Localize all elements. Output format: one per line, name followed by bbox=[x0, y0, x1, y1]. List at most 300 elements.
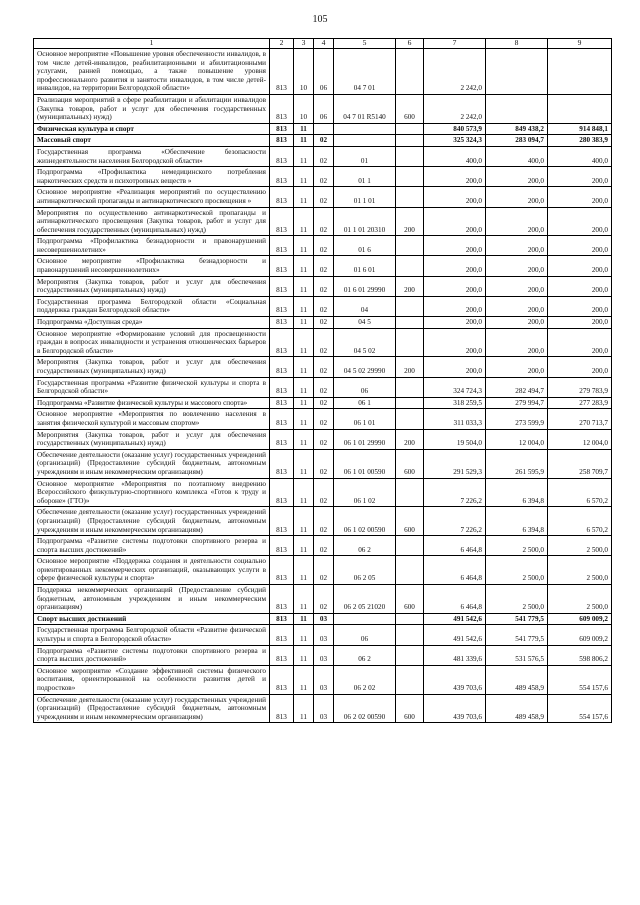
admin-code-cell: 813 bbox=[270, 296, 294, 316]
amount-2021-cell: 2 242,0 bbox=[424, 49, 486, 95]
section-cell: 11 bbox=[294, 296, 314, 316]
row-name-cell: Подпрограмма «Профилактика безнадзорности и правонарушений несовершеннолетних» bbox=[34, 236, 270, 256]
subsection-cell: 02 bbox=[314, 429, 334, 449]
amount-2021-cell: 2 242,0 bbox=[424, 94, 486, 123]
expense-type-cell bbox=[396, 556, 424, 585]
expense-type-cell bbox=[396, 645, 424, 665]
admin-code-cell: 813 bbox=[270, 397, 294, 409]
section-cell: 11 bbox=[294, 123, 314, 135]
admin-code-cell: 813 bbox=[270, 556, 294, 585]
col-header: 1 bbox=[34, 39, 270, 49]
target-article-cell: 04 5 bbox=[334, 317, 396, 329]
col-header: 2 bbox=[270, 39, 294, 49]
amount-2022-cell: 489 458,9 bbox=[486, 694, 548, 723]
amount-2022-cell: 2 500,0 bbox=[486, 536, 548, 556]
table-row bbox=[34, 536, 612, 556]
amount-2022-cell: 282 494,7 bbox=[486, 377, 548, 397]
section-cell: 11 bbox=[294, 429, 314, 449]
admin-code-cell: 813 bbox=[270, 449, 294, 478]
row-name-cell: Основное мероприятие «Повышение уровня обеспеченности инвалидов, в том числе детей-инвалидов, реабилитационными и абилитационными услугами, ранней помощью, а также повышение уровня профессионального развития и занятости инвалидов, в том числе детей-инвалидов, на территории Белгородской области» bbox=[34, 49, 270, 95]
amount-2021-cell: 400,0 bbox=[424, 146, 486, 166]
amount-2023-cell: 200,0 bbox=[548, 167, 612, 187]
target-article-cell: 06 1 bbox=[334, 397, 396, 409]
subsection-cell: 02 bbox=[314, 397, 334, 409]
amount-2022-cell: 200,0 bbox=[486, 167, 548, 187]
section-cell: 10 bbox=[294, 94, 314, 123]
subsection-cell: 02 bbox=[314, 449, 334, 478]
amount-2023-cell: 200,0 bbox=[548, 357, 612, 377]
amount-2022-cell: 279 994,7 bbox=[486, 397, 548, 409]
row-name-cell: Основное мероприятие «Поддержка создания и деятельности социально ориентированных некоммерческих организаций, оказывающих услуги в сфере физической культуры и спорта» bbox=[34, 556, 270, 585]
target-article-cell: 06 bbox=[334, 377, 396, 397]
row-name-cell: Мероприятия (Закупка товаров, работ и услуг для обеспечения государственных (муниципальных) нужд) bbox=[34, 276, 270, 296]
admin-code-cell: 813 bbox=[270, 167, 294, 187]
section-cell: 10 bbox=[294, 49, 314, 95]
subsection-cell: 03 bbox=[314, 694, 334, 723]
amount-2022-cell: 200,0 bbox=[486, 296, 548, 316]
section-cell: 11 bbox=[294, 207, 314, 236]
subsection-cell: 03 bbox=[314, 665, 334, 694]
amount-2022-cell: 283 094,7 bbox=[486, 135, 548, 147]
expense-type-cell: 600 bbox=[396, 585, 424, 614]
amount-2023-cell: 277 283,9 bbox=[548, 397, 612, 409]
admin-code-cell: 813 bbox=[270, 665, 294, 694]
row-name-cell: Мероприятия (Закупка товаров, работ и услуг для обеспечения государственных (муниципальных) нужд) bbox=[34, 429, 270, 449]
table-row bbox=[34, 507, 612, 536]
section-cell: 11 bbox=[294, 377, 314, 397]
row-name-cell: Реализация мероприятий в сфере реабилитации и абилитации инвалидов (Закупка товаров, работ и услуг для обеспечения государственных (муниципальных) нужд) bbox=[34, 94, 270, 123]
target-article-cell: 04 7 01 bbox=[334, 49, 396, 95]
table-row bbox=[34, 449, 612, 478]
amount-2022-cell bbox=[486, 49, 548, 95]
admin-code-cell: 813 bbox=[270, 478, 294, 507]
expense-type-cell: 600 bbox=[396, 507, 424, 536]
amount-2022-cell: 200,0 bbox=[486, 317, 548, 329]
subsection-cell: 02 bbox=[314, 377, 334, 397]
row-name-cell: Государственная программа «Обеспечение безопасности жизнедеятельности населения Белгородской области» bbox=[34, 146, 270, 166]
amount-2022-cell: 2 500,0 bbox=[486, 585, 548, 614]
amount-2023-cell: 200,0 bbox=[548, 187, 612, 207]
col-header: 3 bbox=[294, 39, 314, 49]
subsection-cell: 02 bbox=[314, 507, 334, 536]
admin-code-cell: 813 bbox=[270, 328, 294, 357]
col-header: 6 bbox=[396, 39, 424, 49]
subsection-cell: 02 bbox=[314, 585, 334, 614]
subsection-cell: 03 bbox=[314, 613, 334, 625]
row-name-cell: Обеспечение деятельности (оказание услуг) государственных учреждений (организаций) (Предоставление субсидий бюджетным, автономным учреждениям и иным некоммерческим организациям) bbox=[34, 507, 270, 536]
row-name-cell: Основное мероприятие «Профилактика безнадзорности и правонарушений несовершеннолетних» bbox=[34, 256, 270, 276]
table-row bbox=[34, 357, 612, 377]
amount-2022-cell: 541 779,5 bbox=[486, 625, 548, 645]
target-article-cell: 06 2 bbox=[334, 536, 396, 556]
amount-2021-cell: 200,0 bbox=[424, 187, 486, 207]
table-row bbox=[34, 187, 612, 207]
row-name-cell: Мероприятия по осуществлению антинаркотической пропаганды и антинаркотического просвещения (Закупка товаров, работ и услуг для обеспечения государственных (муниципальных) нужд) bbox=[34, 207, 270, 236]
expense-type-cell bbox=[396, 613, 424, 625]
expense-type-cell bbox=[396, 123, 424, 135]
row-name-cell: Государственная программа «Развитие физической культуры и спорта в Белгородской области» bbox=[34, 377, 270, 397]
col-header: 4 bbox=[314, 39, 334, 49]
subsection-cell: 02 bbox=[314, 276, 334, 296]
amount-2021-cell: 200,0 bbox=[424, 357, 486, 377]
section-cell: 11 bbox=[294, 146, 314, 166]
target-article-cell: 06 bbox=[334, 625, 396, 645]
target-article-cell: 01 6 01 29990 bbox=[334, 276, 396, 296]
subsection-cell: 02 bbox=[314, 207, 334, 236]
amount-2023-cell: 200,0 bbox=[548, 207, 612, 236]
table-row bbox=[34, 429, 612, 449]
col-header: 9 bbox=[548, 39, 612, 49]
section-cell: 11 bbox=[294, 694, 314, 723]
row-name-cell: Обеспечение деятельности (оказание услуг) государственных учреждений (организаций) (Предоставление субсидий бюджетным, автономным учреждениям и иным некоммерческим организациям) bbox=[34, 449, 270, 478]
row-name-cell: Подпрограмма «Профилактика немедицинского потребления наркотических средств и психотропных веществ » bbox=[34, 167, 270, 187]
amount-2023-cell: 914 848,1 bbox=[548, 123, 612, 135]
amount-2021-cell: 200,0 bbox=[424, 207, 486, 236]
admin-code-cell: 813 bbox=[270, 187, 294, 207]
amount-2021-cell: 6 464,8 bbox=[424, 536, 486, 556]
section-cell: 11 bbox=[294, 613, 314, 625]
section-cell: 11 bbox=[294, 187, 314, 207]
amount-2023-cell: 6 570,2 bbox=[548, 478, 612, 507]
row-name-cell: Физическая культура и спорт bbox=[34, 123, 270, 135]
amount-2021-cell: 200,0 bbox=[424, 236, 486, 256]
amount-2021-cell: 481 339,6 bbox=[424, 645, 486, 665]
amount-2023-cell: 270 713,7 bbox=[548, 409, 612, 429]
expense-type-cell bbox=[396, 187, 424, 207]
table-row bbox=[34, 317, 612, 329]
expense-type-cell: 200 bbox=[396, 357, 424, 377]
amount-2021-cell: 6 464,8 bbox=[424, 556, 486, 585]
expense-type-cell bbox=[396, 146, 424, 166]
expense-type-cell bbox=[396, 328, 424, 357]
col-header: 8 bbox=[486, 39, 548, 49]
amount-2022-cell: 200,0 bbox=[486, 236, 548, 256]
expense-type-cell bbox=[396, 317, 424, 329]
amount-2022-cell: 489 458,9 bbox=[486, 665, 548, 694]
admin-code-cell: 813 bbox=[270, 585, 294, 614]
expense-type-cell: 600 bbox=[396, 449, 424, 478]
amount-2021-cell: 311 033,3 bbox=[424, 409, 486, 429]
subsection-cell bbox=[314, 123, 334, 135]
subsection-cell: 02 bbox=[314, 328, 334, 357]
table-row bbox=[34, 625, 612, 645]
admin-code-cell: 813 bbox=[270, 429, 294, 449]
amount-2023-cell: 2 500,0 bbox=[548, 536, 612, 556]
subsection-cell: 02 bbox=[314, 536, 334, 556]
subsection-cell: 06 bbox=[314, 49, 334, 95]
subsection-cell: 02 bbox=[314, 187, 334, 207]
amount-2023-cell: 609 009,2 bbox=[548, 613, 612, 625]
section-cell: 11 bbox=[294, 276, 314, 296]
amount-2023-cell: 6 570,2 bbox=[548, 507, 612, 536]
subsection-cell: 03 bbox=[314, 645, 334, 665]
admin-code-cell: 813 bbox=[270, 236, 294, 256]
amount-2022-cell: 6 394,8 bbox=[486, 478, 548, 507]
amount-2022-cell: 541 779,5 bbox=[486, 613, 548, 625]
expense-type-cell bbox=[396, 377, 424, 397]
admin-code-cell: 813 bbox=[270, 123, 294, 135]
target-article-cell: 06 2 05 21020 bbox=[334, 585, 396, 614]
admin-code-cell: 813 bbox=[270, 613, 294, 625]
expense-type-cell: 200 bbox=[396, 276, 424, 296]
admin-code-cell: 813 bbox=[270, 207, 294, 236]
table-row bbox=[34, 256, 612, 276]
expense-type-cell bbox=[396, 296, 424, 316]
amount-2022-cell: 200,0 bbox=[486, 187, 548, 207]
admin-code-cell: 813 bbox=[270, 357, 294, 377]
target-article-cell: 01 6 bbox=[334, 236, 396, 256]
expense-type-cell bbox=[396, 536, 424, 556]
amount-2021-cell: 840 573,9 bbox=[424, 123, 486, 135]
target-article-cell: 04 bbox=[334, 296, 396, 316]
amount-2022-cell: 261 595,9 bbox=[486, 449, 548, 478]
section-cell: 11 bbox=[294, 397, 314, 409]
row-name-cell: Основное мероприятие «Мероприятия по поэтапному внедрению Всероссийского физкультурно-спортивного комплекса «Готов к труду и обороне» (ГТО)» bbox=[34, 478, 270, 507]
amount-2023-cell: 2 500,0 bbox=[548, 556, 612, 585]
expense-type-cell bbox=[396, 236, 424, 256]
amount-2022-cell: 200,0 bbox=[486, 357, 548, 377]
admin-code-cell: 813 bbox=[270, 536, 294, 556]
subsection-cell: 02 bbox=[314, 167, 334, 187]
subsection-cell: 03 bbox=[314, 625, 334, 645]
amount-2023-cell: 554 157,6 bbox=[548, 694, 612, 723]
section-cell: 11 bbox=[294, 645, 314, 665]
amount-2023-cell: 2 500,0 bbox=[548, 585, 612, 614]
section-cell: 11 bbox=[294, 236, 314, 256]
row-name-cell: Спорт высших достижений bbox=[34, 613, 270, 625]
subsection-cell: 02 bbox=[314, 296, 334, 316]
section-cell: 11 bbox=[294, 449, 314, 478]
amount-2022-cell: 200,0 bbox=[486, 256, 548, 276]
amount-2023-cell: 200,0 bbox=[548, 328, 612, 357]
section-cell: 11 bbox=[294, 317, 314, 329]
table-row bbox=[34, 556, 612, 585]
expense-type-cell: 200 bbox=[396, 207, 424, 236]
target-article-cell: 06 1 01 29990 bbox=[334, 429, 396, 449]
admin-code-cell: 813 bbox=[270, 146, 294, 166]
subsection-cell: 02 bbox=[314, 556, 334, 585]
table-row bbox=[34, 645, 612, 665]
row-name-cell: Основное мероприятие «Формирование условий для просвещенности граждан в вопросах инвалидности и устранения отношенческих барьеров в Белгородской области» bbox=[34, 328, 270, 357]
amount-2022-cell: 200,0 bbox=[486, 328, 548, 357]
row-name-cell: Государственная программа Белгородской области «Социальная поддержка граждан Белгородской области» bbox=[34, 296, 270, 316]
amount-2023-cell: 200,0 bbox=[548, 236, 612, 256]
amount-2023-cell bbox=[548, 94, 612, 123]
table-body bbox=[34, 49, 612, 723]
table-row bbox=[34, 296, 612, 316]
amount-2021-cell: 491 542,6 bbox=[424, 613, 486, 625]
table-row bbox=[34, 123, 612, 135]
expense-type-cell bbox=[396, 256, 424, 276]
section-cell: 11 bbox=[294, 478, 314, 507]
admin-code-cell: 813 bbox=[270, 256, 294, 276]
col-header: 7 bbox=[424, 39, 486, 49]
admin-code-cell: 813 bbox=[270, 694, 294, 723]
expense-type-cell bbox=[396, 478, 424, 507]
target-article-cell: 04 5 02 29990 bbox=[334, 357, 396, 377]
amount-2023-cell: 200,0 bbox=[548, 296, 612, 316]
target-article-cell: 06 1 02 bbox=[334, 478, 396, 507]
row-name-cell: Обеспечение деятельности (оказание услуг) государственных учреждений (организаций) (Предоставление субсидий бюджетным, автономным учреждениям и иным некоммерческим организациям) bbox=[34, 694, 270, 723]
row-name-cell: Основное мероприятие «Мероприятия по вовлечению населения в занятия физической культурой и массовым спортом» bbox=[34, 409, 270, 429]
table-row bbox=[34, 694, 612, 723]
row-name-cell: Подпрограмма «Развитие системы подготовки спортивного резерва и спорта высших достижений» bbox=[34, 536, 270, 556]
amount-2023-cell: 598 806,2 bbox=[548, 645, 612, 665]
amount-2021-cell: 291 529,3 bbox=[424, 449, 486, 478]
table-row bbox=[34, 135, 612, 147]
amount-2022-cell: 200,0 bbox=[486, 207, 548, 236]
amount-2021-cell: 200,0 bbox=[424, 317, 486, 329]
expense-type-cell bbox=[396, 167, 424, 187]
amount-2022-cell: 849 438,2 bbox=[486, 123, 548, 135]
target-article-cell bbox=[334, 135, 396, 147]
table-row bbox=[34, 478, 612, 507]
amount-2021-cell: 318 259,5 bbox=[424, 397, 486, 409]
table-row bbox=[34, 167, 612, 187]
amount-2023-cell: 609 009,2 bbox=[548, 625, 612, 645]
subsection-cell: 06 bbox=[314, 94, 334, 123]
section-cell: 11 bbox=[294, 135, 314, 147]
amount-2023-cell: 12 004,0 bbox=[548, 429, 612, 449]
admin-code-cell: 813 bbox=[270, 645, 294, 665]
amount-2021-cell: 324 724,3 bbox=[424, 377, 486, 397]
expense-type-cell bbox=[396, 665, 424, 694]
amount-2021-cell: 200,0 bbox=[424, 328, 486, 357]
section-cell: 11 bbox=[294, 256, 314, 276]
target-article-cell bbox=[334, 123, 396, 135]
admin-code-cell: 813 bbox=[270, 625, 294, 645]
amount-2022-cell: 2 500,0 bbox=[486, 556, 548, 585]
amount-2021-cell: 7 226,2 bbox=[424, 478, 486, 507]
amount-2021-cell: 439 703,6 bbox=[424, 694, 486, 723]
target-article-cell: 01 bbox=[334, 146, 396, 166]
table-row bbox=[34, 49, 612, 95]
budget-table bbox=[33, 38, 612, 723]
table-row bbox=[34, 328, 612, 357]
table-row bbox=[34, 397, 612, 409]
amount-2021-cell: 200,0 bbox=[424, 167, 486, 187]
expense-type-cell bbox=[396, 397, 424, 409]
amount-2022-cell: 273 599,9 bbox=[486, 409, 548, 429]
section-cell: 11 bbox=[294, 357, 314, 377]
table-row bbox=[34, 409, 612, 429]
expense-type-cell bbox=[396, 135, 424, 147]
amount-2021-cell: 491 542,6 bbox=[424, 625, 486, 645]
amount-2023-cell: 280 383,9 bbox=[548, 135, 612, 147]
target-article-cell: 06 1 01 00590 bbox=[334, 449, 396, 478]
target-article-cell bbox=[334, 613, 396, 625]
amount-2021-cell: 200,0 bbox=[424, 256, 486, 276]
section-cell: 11 bbox=[294, 665, 314, 694]
amount-2023-cell: 200,0 bbox=[548, 276, 612, 296]
target-article-cell: 06 1 01 bbox=[334, 409, 396, 429]
admin-code-cell: 813 bbox=[270, 377, 294, 397]
amount-2023-cell: 279 783,9 bbox=[548, 377, 612, 397]
amount-2022-cell bbox=[486, 94, 548, 123]
section-cell: 11 bbox=[294, 167, 314, 187]
amount-2021-cell: 325 324,3 bbox=[424, 135, 486, 147]
section-cell: 11 bbox=[294, 328, 314, 357]
section-cell: 11 bbox=[294, 625, 314, 645]
table-row bbox=[34, 94, 612, 123]
amount-2023-cell bbox=[548, 49, 612, 95]
admin-code-cell: 813 bbox=[270, 135, 294, 147]
table-header-row bbox=[34, 39, 612, 49]
target-article-cell: 01 1 bbox=[334, 167, 396, 187]
amount-2021-cell: 200,0 bbox=[424, 296, 486, 316]
subsection-cell: 02 bbox=[314, 478, 334, 507]
row-name-cell: Мероприятия (Закупка товаров, работ и услуг для обеспечения государственных (муниципальных) нужд) bbox=[34, 357, 270, 377]
target-article-cell: 06 2 02 00590 bbox=[334, 694, 396, 723]
target-article-cell: 04 5 02 bbox=[334, 328, 396, 357]
amount-2023-cell: 200,0 bbox=[548, 317, 612, 329]
amount-2023-cell: 554 157,6 bbox=[548, 665, 612, 694]
expense-type-cell bbox=[396, 409, 424, 429]
admin-code-cell: 813 bbox=[270, 49, 294, 95]
section-cell: 11 bbox=[294, 536, 314, 556]
row-name-cell: Основное мероприятие «Реализация мероприятий по осуществлению антинаркотической пропаганды и антинаркотического просвещения » bbox=[34, 187, 270, 207]
section-cell: 11 bbox=[294, 556, 314, 585]
subsection-cell: 02 bbox=[314, 409, 334, 429]
amount-2022-cell: 200,0 bbox=[486, 276, 548, 296]
section-cell: 11 bbox=[294, 585, 314, 614]
section-cell: 11 bbox=[294, 409, 314, 429]
row-name-cell: Основное мероприятие «Создание эффективной системы физического воспитания, ориентированной на особенности развития детей и подростков» bbox=[34, 665, 270, 694]
target-article-cell: 06 2 05 bbox=[334, 556, 396, 585]
table-row bbox=[34, 207, 612, 236]
target-article-cell: 01 6 01 bbox=[334, 256, 396, 276]
table-row bbox=[34, 377, 612, 397]
admin-code-cell: 813 bbox=[270, 507, 294, 536]
target-article-cell: 01 1 01 bbox=[334, 187, 396, 207]
table-row bbox=[34, 236, 612, 256]
admin-code-cell: 813 bbox=[270, 276, 294, 296]
target-article-cell: 01 1 01 20310 bbox=[334, 207, 396, 236]
row-name-cell: Подпрограмма «Развитие системы подготовки спортивного резерва и спорта высших достижений» bbox=[34, 645, 270, 665]
amount-2022-cell: 12 004,0 bbox=[486, 429, 548, 449]
row-name-cell: Поддержка некоммерческих организаций (Предоставление субсидий бюджетным, автономным учреждениям и иным некоммерческим организациям) bbox=[34, 585, 270, 614]
amount-2023-cell: 200,0 bbox=[548, 256, 612, 276]
admin-code-cell: 813 bbox=[270, 409, 294, 429]
admin-code-cell: 813 bbox=[270, 94, 294, 123]
table-row bbox=[34, 585, 612, 614]
table-row bbox=[34, 665, 612, 694]
amount-2021-cell: 7 226,2 bbox=[424, 507, 486, 536]
row-name-cell: Подпрограмма «Развитие физической культуры и массового спорта» bbox=[34, 397, 270, 409]
expense-type-cell bbox=[396, 49, 424, 95]
page-number: 105 bbox=[312, 14, 328, 25]
subsection-cell: 02 bbox=[314, 146, 334, 166]
admin-code-cell: 813 bbox=[270, 317, 294, 329]
subsection-cell: 02 bbox=[314, 317, 334, 329]
amount-2023-cell: 400,0 bbox=[548, 146, 612, 166]
target-article-cell: 04 7 01 R5140 bbox=[334, 94, 396, 123]
section-cell: 11 bbox=[294, 507, 314, 536]
row-name-cell: Подпрограмма «Доступная среда» bbox=[34, 317, 270, 329]
expense-type-cell: 600 bbox=[396, 694, 424, 723]
amount-2023-cell: 258 709,7 bbox=[548, 449, 612, 478]
amount-2021-cell: 439 703,6 bbox=[424, 665, 486, 694]
row-name-cell: Государственная программа Белгородской области «Развитие физической культуры и спорта в Белгородской области» bbox=[34, 625, 270, 645]
subsection-cell: 02 bbox=[314, 135, 334, 147]
amount-2022-cell: 531 576,5 bbox=[486, 645, 548, 665]
col-header: 5 bbox=[334, 39, 396, 49]
amount-2021-cell: 6 464,8 bbox=[424, 585, 486, 614]
subsection-cell: 02 bbox=[314, 256, 334, 276]
amount-2022-cell: 400,0 bbox=[486, 146, 548, 166]
target-article-cell: 06 2 02 bbox=[334, 665, 396, 694]
subsection-cell: 02 bbox=[314, 236, 334, 256]
